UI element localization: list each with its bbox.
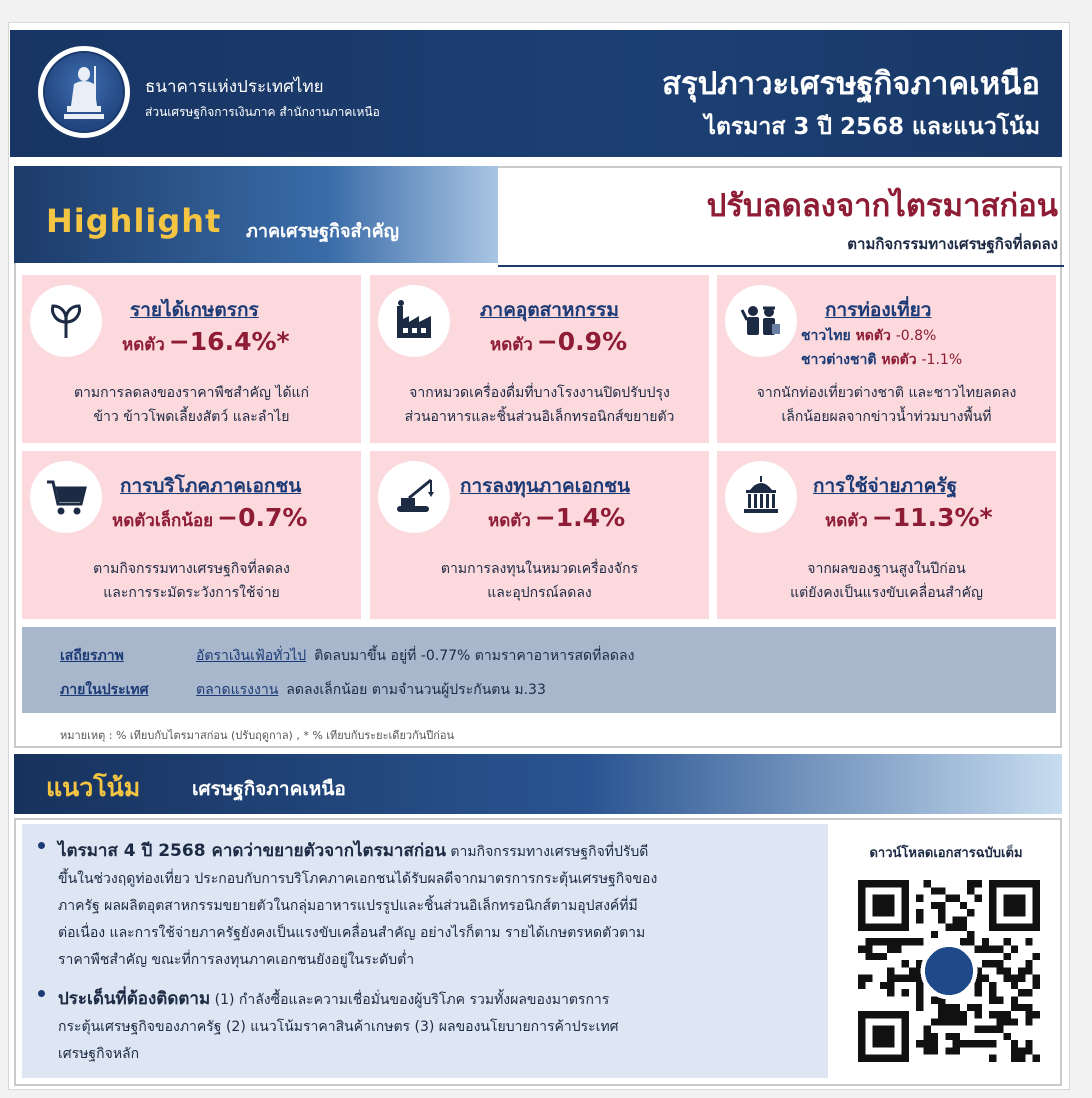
card-industry [370, 275, 709, 443]
card-government-spending [717, 451, 1056, 619]
stability-label: เสถียรภาพ [60, 648, 124, 664]
inflation-link[interactable]: อัตราเงินเฟ้อทั่วไป [196, 648, 307, 664]
bullet-dot [38, 990, 45, 997]
card-desc: ตามการลดลงของราคาพืชสำคัญ ได้แก่ ข้าว ข้าวโพดเลี้ยงสัตว์ และลำไย [73, 385, 310, 425]
card-title: การลงทุนภาคเอกชน [460, 475, 631, 497]
construction-crane-icon [378, 461, 450, 533]
card-status: หดตัว −16.4%* [122, 327, 290, 356]
highlight-banner [14, 166, 498, 263]
card-private-consumption [22, 451, 361, 619]
card-thai-tourists: ชาวไทย หดตัว -0.8% [801, 328, 937, 344]
card-tourism [717, 275, 1056, 443]
card-title: ภาคอุตสาหกรรม [480, 299, 619, 321]
card-foreign-tourists: ชาวต่างชาติ หดตัว -1.1% [801, 352, 963, 368]
card-farm-income [22, 275, 361, 443]
stability-labor-row: ภายในประเทศ ตลาดแรงงาน ลดลงเล็กน้อย ตามจำนวนผู้ประกันตน ม.33 [60, 679, 546, 701]
highlight-divider [498, 265, 1064, 267]
card-desc: จากหมวดเครื่องดื่มที่บางโรงงานปิดปรับปรุง ส่วนอาหารและชิ้นส่วนอิเล็กทรอนิกส์ขยายตัว [404, 385, 675, 425]
highlight-label-sub: ภาคเศรษฐกิจสำคัญ [246, 221, 399, 242]
card-private-investment [370, 451, 709, 619]
card-title: การบริโภคภาคเอกชน [120, 475, 302, 497]
bot-seal-icon [38, 46, 130, 138]
outlook-text-box: ไตรมาส 4 ปี 2568 คาดว่าขยายตัวจากไตรมาสก่อน ตามกิจกรรมทางเศรษฐกิจที่ปรับดี ขึ้นในช่วงฤดูท่องเที่ยว ประกอบกับการบริโภคภาคเอกชนได้รับผลดีจากมาตรการกระตุ้นเศรษฐกิจของ ภาครัฐ ผลผลิตอุตสาหกรรมขยายตัวในกลุ่มอาหารแปรรูปและชิ้นส่วนอิเล็กทรอนิกส์ตามอุปสงค์ที่มี ต่อเนื่อง และการใช้จ่ายภาครัฐยังคงเป็นแรงขับเคลื่อนสำคัญ อย่างไรก็ตาม รายได้เกษตรหดตัวตาม ราคาพืชสำคัญ ขณะที่การลงทุนภาคเอกชนยังอยู่ในระดับต่ำ ประเด็นที่ต้องติดตาม (1) กำลังซื้อและความเชื่อมั่นของผู้บริโภค รวมทั้งผลของมาตรการ กระตุ้นเศรษฐกิจของภาครัฐ (2) แนวโน้มราคาสินค้าเกษตร (3) ผลของนโยบายการค้าประเทศ เศรษฐกิจหลัก [22, 824, 828, 1078]
government-building-icon [725, 461, 797, 533]
factory-icon [378, 285, 450, 357]
stability-bar [22, 627, 1056, 713]
page-title: สรุปภาวะเศรษฐกิจภาคเหนือ [662, 66, 1040, 102]
bullet-dot [38, 842, 45, 849]
shopping-cart-icon [30, 461, 102, 533]
highlight-headline: ปรับลดลงจากไตรมาสก่อน [706, 188, 1058, 224]
outlook-label-sub: เศรษฐกิจภาคเหนือ [192, 778, 346, 800]
footnote: หมายเหตุ : % เทียบกับไตรมาสก่อน (ปรับฤดูกาล) , * % เทียบกับระยะเดียวกันปีก่อน [60, 729, 455, 742]
org-name: ธนาคารแห่งประเทศไทย [145, 77, 324, 97]
card-desc: ตามกิจกรรมทางเศรษฐกิจที่ลดลง และการระมัดระวังการใช้จ่าย [93, 561, 290, 601]
labor-market-link[interactable]: ตลาดแรงงาน [196, 682, 279, 698]
card-desc: จากผลของฐานสูงในปีก่อน แต่ยังคงเป็นแรงขับเคลื่อนสำคัญ [790, 561, 983, 601]
card-title: รายได้เกษตรกร [130, 299, 259, 321]
card-desc: ตามการลงทุนในหมวดเครื่องจักร และอุปกรณ์ลดลง [440, 561, 639, 601]
card-status: หดตัวเล็กน้อย −0.7% [112, 503, 308, 532]
sector-cards [22, 275, 1056, 620]
tourists-icon [725, 285, 797, 357]
card-desc: จากนักท่องเที่ยวต่างชาติ และชาวไทยลดลง เล็กน้อยผลจากข่าวน้ำท่วมบางพื้นที่ [756, 385, 1017, 425]
qr-code-icon[interactable] [858, 880, 1040, 1062]
card-status: หดตัว −1.4% [488, 503, 626, 532]
download-label: ดาวน์โหลดเอกสารฉบับเต็ม [869, 846, 1023, 861]
page-subtitle: ไตรมาส 3 ปี 2568 และแนวโน้ม [704, 114, 1040, 140]
card-status: หดตัว −11.3%* [825, 503, 993, 532]
plant-sprout-icon [30, 285, 102, 357]
highlight-headline-sub: ตามกิจกรรมทางเศรษฐกิจที่ลดลง [847, 235, 1058, 253]
org-subtitle: ส่วนเศรษฐกิจการเงินภาค สำนักงานภาคเหนือ [145, 105, 380, 119]
stability-inflation-row: เสถียรภาพ อัตราเงินเฟ้อทั่วไป ติดลบมาขึ้น อยู่ที่ -0.77% ตามราคาอาหารสดที่ลดลง [60, 645, 634, 667]
header-bar [10, 30, 1062, 157]
card-status: หดตัว −0.9% [490, 327, 628, 356]
outlook-banner [14, 754, 1062, 814]
card-title: การท่องเที่ยว [825, 299, 932, 321]
card-title: การใช้จ่ายภาครัฐ [813, 475, 958, 497]
outlook-label: แนวโน้ม [46, 773, 141, 802]
highlight-label: Highlight [46, 202, 222, 240]
stability-label: ภายในประเทศ [60, 682, 149, 698]
